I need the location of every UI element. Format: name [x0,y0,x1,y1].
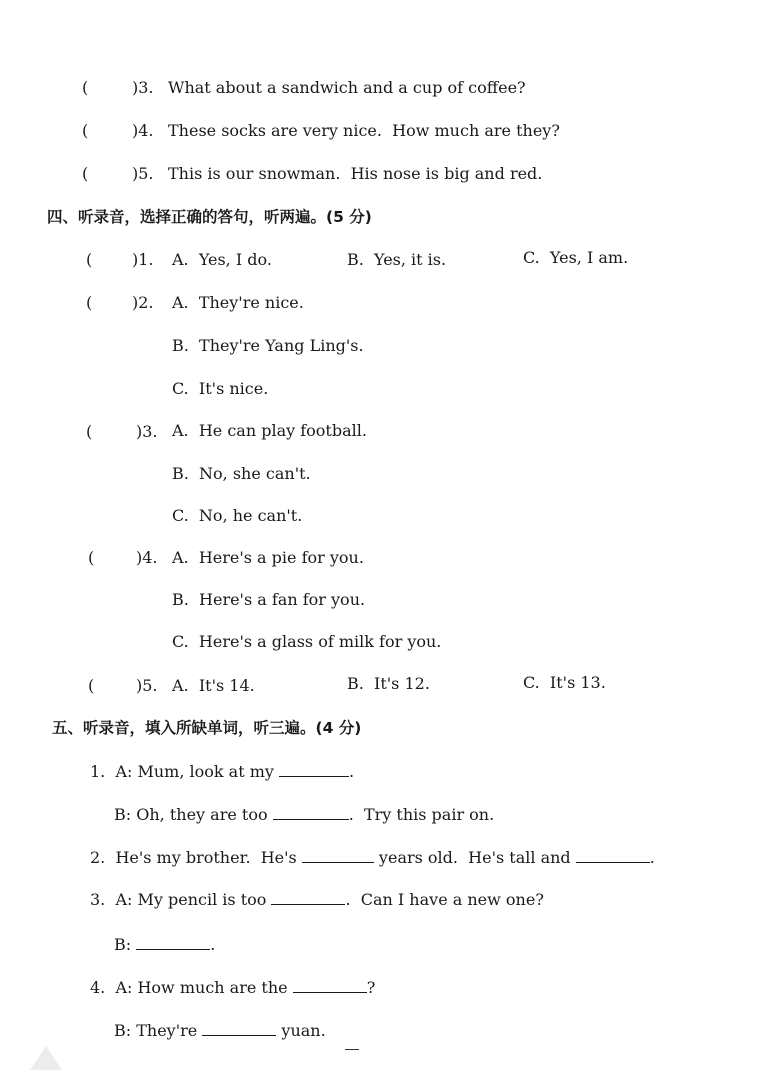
answer-blank[interactable] [271,890,345,905]
answer-paren: ( [88,548,95,567]
scan-corner-shadow [30,1046,62,1070]
fill-item-1-b [114,805,494,825]
fill-text: . Can I have a new one? [345,890,544,909]
option-c: C. Here's a glass of milk for you. [172,632,442,651]
fill-text: B: [114,935,137,954]
answer-paren: ( [82,121,89,140]
fill-text: ? [366,978,376,997]
answer-paren: ( [86,293,93,312]
page-dash-mark [345,1049,359,1050]
section-5-heading: 五、听录音，填入所缺单词，听三遍。(4 分) [52,719,362,737]
fill-text: 4. A: How much are the [90,978,293,997]
fill-item-4-b [114,1021,326,1041]
answer-paren: ( [86,250,93,269]
answer-paren: ( [82,78,89,97]
option-a: A. He can play football. [172,421,367,440]
option-b: B. Yes, it is. [347,250,447,269]
answer-paren: ( [86,422,93,441]
fill-item-1-a [90,762,354,782]
fill-item-2 [90,848,655,868]
section-4-heading: 四、听录音，选择正确的答句，听两遍。(5 分) [47,208,372,226]
answer-blank[interactable] [279,762,349,777]
question-number: )3. [132,78,154,97]
fill-text: 3. A: My pencil is too [90,890,272,909]
answer-blank[interactable] [273,805,349,820]
question-number: )1. [132,250,154,269]
fill-text: 2. He's my brother. He's [90,848,302,867]
answer-blank[interactable] [136,935,210,950]
option-c: C. It's nice. [172,379,269,398]
fill-text: years old. He's tall and [373,848,576,867]
option-b: B. It's 12. [347,674,430,693]
question-number: )4. [132,121,154,140]
option-c: C. Yes, I am. [523,248,629,267]
question-number: )5. [136,676,158,695]
option-c: C. No, he can't. [172,506,303,525]
fill-text: . [349,762,355,781]
answer-blank[interactable] [293,978,367,993]
fill-text: 1. A: Mum, look at my [90,762,280,781]
answer-blank[interactable] [576,848,650,863]
fill-text: B: They're [114,1021,203,1040]
option-a: A. It's 14. [172,676,255,695]
option-b: B. Here's a fan for you. [172,590,366,609]
question-number: )3. [136,422,158,441]
fill-text: yuan. [276,1021,326,1040]
fill-text: . [210,935,216,954]
answer-paren: ( [82,164,89,183]
question-number: )4. [136,548,158,567]
option-a: A. Here's a pie for you. [172,548,364,567]
option-a: A. They're nice. [172,293,304,312]
option-b: B. No, she can't. [172,464,311,483]
fill-text: . [649,848,655,867]
option-c: C. It's 13. [523,673,606,692]
question-text: This is our snowman. His nose is big and red. [168,164,543,183]
fill-item-3-b [114,935,215,955]
answer-blank[interactable] [202,1021,276,1036]
fill-item-3-a [90,890,544,910]
fill-text: B: Oh, they are too [114,805,273,824]
fill-item-4-a [90,978,375,998]
option-a: A. Yes, I do. [172,250,272,269]
answer-blank[interactable] [302,848,374,863]
answer-paren: ( [88,676,95,695]
question-text: What about a sandwich and a cup of coffee? [168,78,526,97]
question-number: )2. [132,293,154,312]
question-text: These socks are very nice. How much are they? [168,121,560,140]
option-b: B. They're Yang Ling's. [172,336,364,355]
question-number: )5. [132,164,154,183]
fill-text: . Try this pair on. [348,805,495,824]
